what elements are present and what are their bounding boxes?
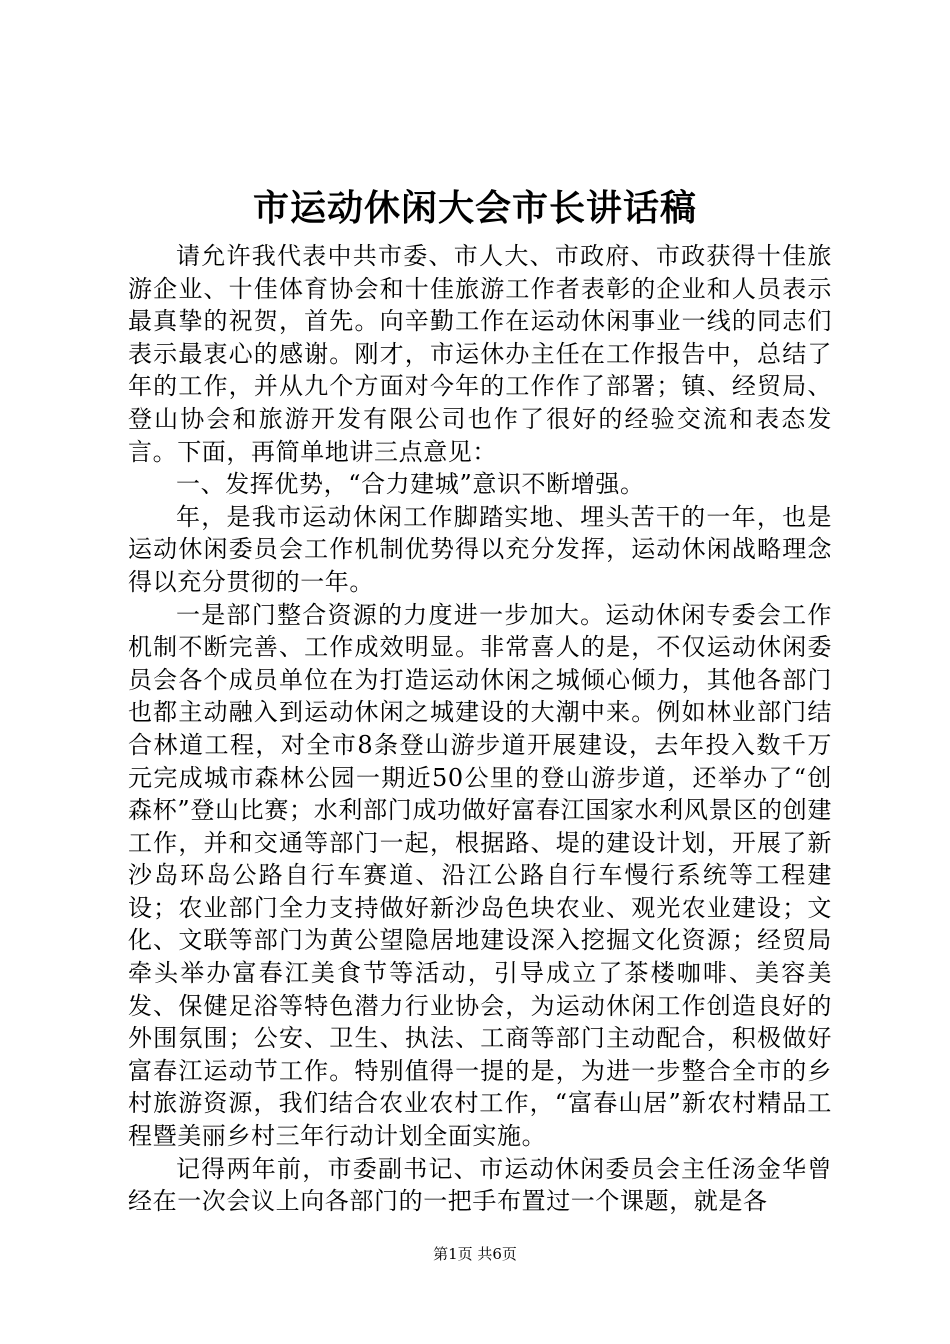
document-title: 市运动休闲大会市长讲话稿 <box>252 187 697 229</box>
document-body <box>128 240 832 1218</box>
page-number-footer: 第1页 共6页 <box>433 1245 517 1263</box>
paragraph-section-heading: 一、发挥优势，“合力建城”意识不断增强。 <box>176 470 645 499</box>
paragraph-intro: 请允许我代表中共市委、市人大、市政府、市政获得十佳旅游企业、十佳体育协会和十佳旅游工作者表彰的企业和人员表示最真挚的祝贺，首先。向辛勤工作在运动休闲事业一线的同志们表示最衷心的感谢。刚才，市运休办主任在工作报告中，总结了年的工作，并从九个方面对今年的工作作了部署；镇、经贸局、登山协会和旅游开发有限公司也作了很好的经验交流和表态发言。下面，再简单地讲三点意见： <box>128 242 832 466</box>
paragraph-recollection: 记得两年前，市委副书记、市运动休闲委员会主任汤金华曾经在一次会议上向各部门的一把手布置过一个课题，就是各 <box>128 1154 832 1216</box>
paragraph-department-integration: 一是部门整合资源的力度进一步加大。运动休闲专委会工作机制不断完善、工作成效明显。非常喜人的是，不仅运动休闲委员会各个成员单位在为打造运动休闲之城倾心倾力，其他各部门也都主动融入到运动休闲之城建设的大潮中来。例如林业部门结合林道工程，对全市8条登山游步道开展建设，去年投入数千万元完成城市森林公园一期近50公里的登山游步道，还举办了“创森杯”登山比赛；水利部门成功做好富春江国家水利风景区的创建工作，并和交通等部门一起，根据路、堤的建设计划，开展了新沙岛环岛公路自行车赛道、沿江公路自行车慢行系统等工程建设；农业部门全力支持做好新沙岛色块农业、观光农业建设；文化、文联等部门为黄公望隐居地建设深入挖掘文化资源；经贸局牵头举办富春江美食节等活动，引导成立了茶楼咖啡、美容美发、保健足浴等特色潜力行业协会，为运动休闲工作创造良好的外围氛围；公安、卫生、执法、工商等部门主动配合，积极做好富春江运动节工作。特别值得一提的是，为进一步整合全市的乡村旅游资源，我们结合农业农村工作，“富春山居”新农村精品工程暨美丽乡村三年行动计划全面实施。 <box>128 600 832 1151</box>
paragraph-year-summary: 年，是我市运动休闲工作脚踏实地、埋头苦干的一年，也是运动休闲委员会工作机制优势得以充分发挥，运动休闲战略理念得以充分贯彻的一年。 <box>128 502 832 596</box>
